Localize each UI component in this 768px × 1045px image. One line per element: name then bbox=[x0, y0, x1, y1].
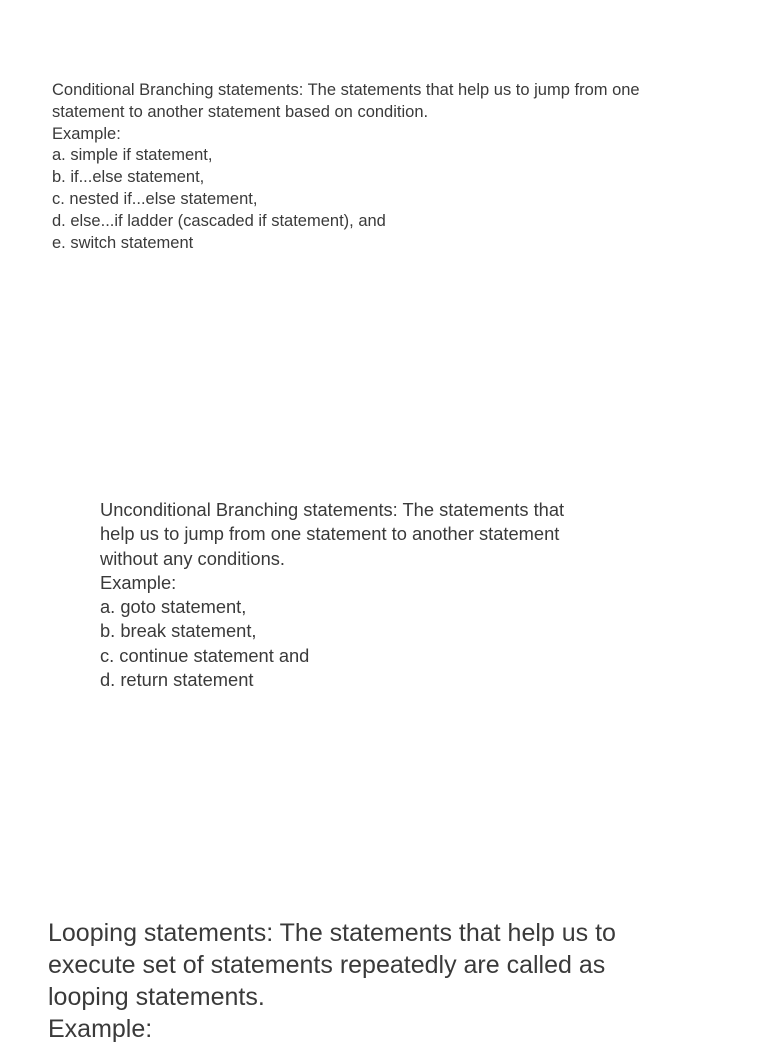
list-item: c. nested if...else statement, bbox=[52, 189, 258, 208]
unconditional-branching-section bbox=[100, 498, 564, 692]
looping-statements-section bbox=[48, 917, 616, 1045]
list-item: a. goto statement, bbox=[100, 596, 247, 618]
text-line: Example: bbox=[100, 571, 177, 593]
text-line: Example: bbox=[48, 1015, 153, 1043]
text-line: Conditional Branching statements: The statements that help us to jump from one bbox=[52, 81, 640, 99]
list-item: b. if...else statement, bbox=[52, 168, 205, 187]
text-line: statement to another statement based on condition. bbox=[52, 102, 429, 121]
text-line: Looping statements: The statements that help us to bbox=[48, 919, 616, 947]
list-item: a. simple if statement, bbox=[52, 146, 213, 165]
conditional-branching-section bbox=[52, 80, 640, 254]
text-line: execute set of statements repeatedly are called as bbox=[48, 951, 606, 979]
text-line: Unconditional Branching statements: The statements that bbox=[100, 499, 565, 520]
text-line: without any conditions. bbox=[100, 547, 285, 569]
list-item: c. continue statement and bbox=[100, 644, 310, 666]
list-item: e. switch statement bbox=[52, 233, 194, 252]
list-item: d. else...if ladder (cascaded if statement), and bbox=[52, 211, 386, 230]
text-line: Example: bbox=[52, 124, 121, 143]
text-line: looping statements. bbox=[48, 983, 265, 1011]
text-line: help us to jump from one statement to another statement bbox=[100, 523, 560, 545]
list-item: d. return statement bbox=[100, 669, 254, 691]
list-item: b. break statement, bbox=[100, 620, 257, 642]
